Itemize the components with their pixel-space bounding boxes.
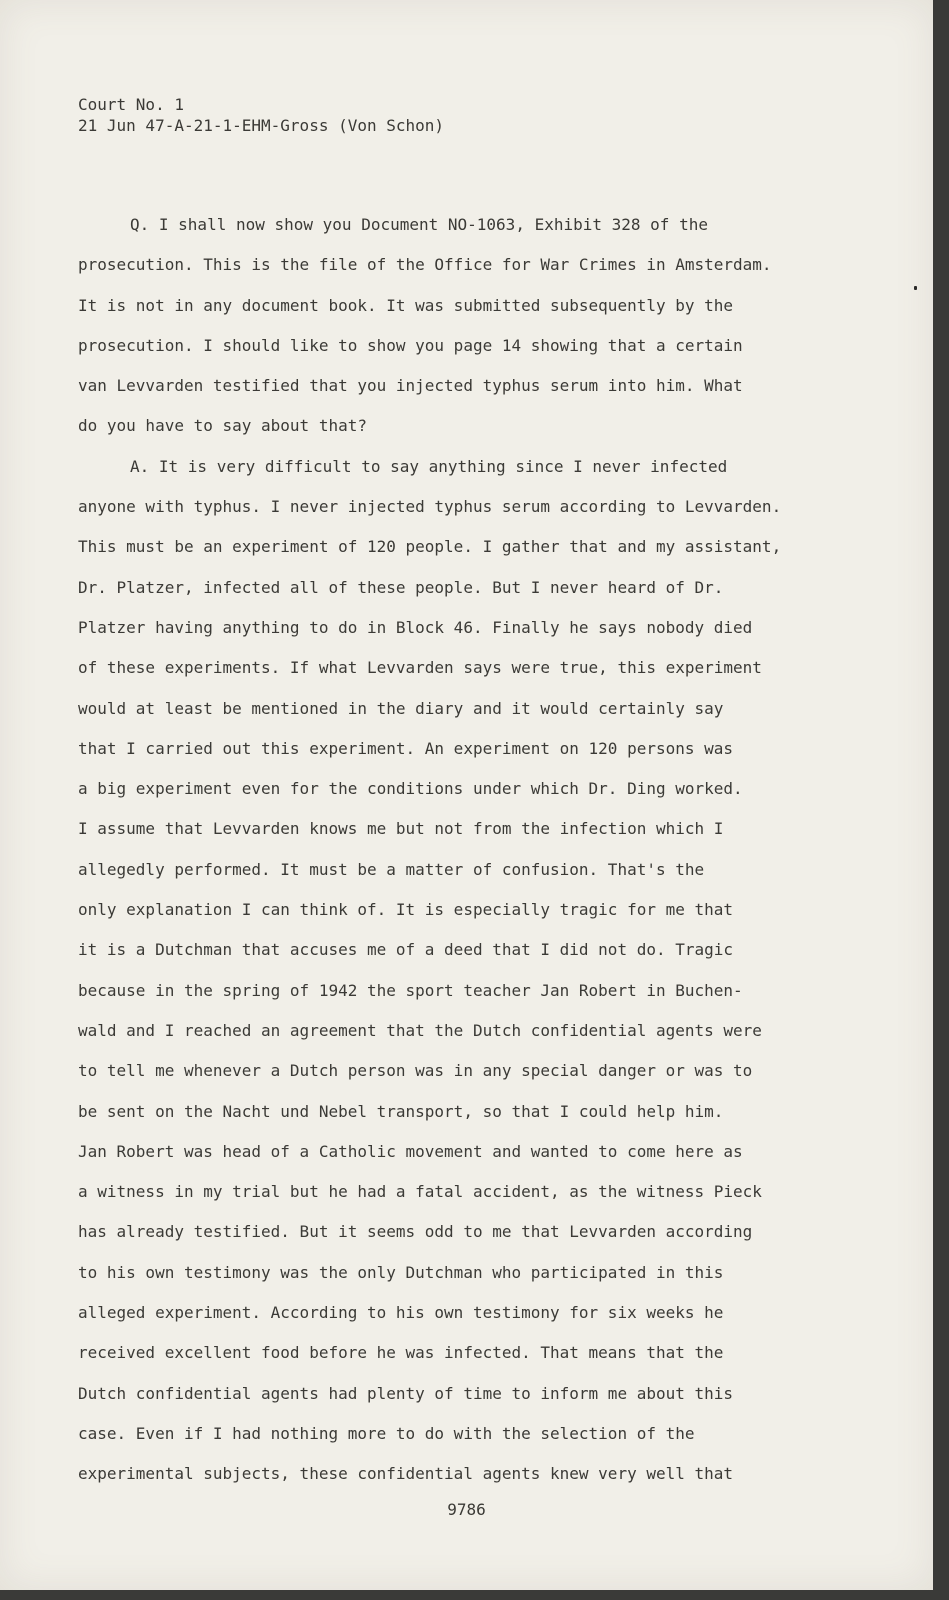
transcript-line: case. Even if I had nothing more to do with the selection of the bbox=[78, 1423, 695, 1443]
margin-mark bbox=[914, 286, 917, 290]
transcript-line: van Levvarden testified that you injected typhus serum into him. What bbox=[78, 376, 743, 396]
transcript-line: prosecution. This is the file of the Office for War Crimes in Amsterdam. bbox=[78, 255, 772, 275]
transcript-line: alleged experiment. According to his own testimony for six weeks he bbox=[78, 1303, 724, 1323]
transcript-line: wald and I reached an agreement that the Dutch confidential agents were bbox=[78, 1020, 762, 1040]
document-header bbox=[78, 94, 444, 136]
transcript-line: Jan Robert was head of a Catholic movement and wanted to come here as bbox=[78, 1141, 743, 1161]
transcript-line: allegedly performed. It must be a matter of confusion. That's the bbox=[78, 859, 705, 879]
transcript-line: It is not in any document book. It was submitted subsequently by the bbox=[78, 295, 734, 315]
transcript-line: Dutch confidential agents had plenty of time to inform me about this bbox=[78, 1383, 734, 1403]
court-number: Court No. 1 bbox=[78, 95, 184, 114]
transcript-body bbox=[78, 212, 858, 1502]
transcript-line: anyone with typhus. I never injected typhus serum according to Levvarden. bbox=[78, 497, 782, 517]
transcript-line: This must be an experiment of 120 people. I gather that and my assistant, bbox=[78, 537, 782, 557]
transcript-line: a witness in my trial but he had a fatal accident, as the witness Pieck bbox=[78, 1182, 762, 1202]
transcript-line: prosecution. I should like to show you page 14 showing that a certain bbox=[78, 335, 743, 355]
transcript-line: to tell me whenever a Dutch person was in any special danger or was to bbox=[78, 1061, 753, 1081]
transcript-line: experimental subjects, these confidential agents knew very well that bbox=[78, 1464, 734, 1484]
transcript-line: Q. I shall now show you Document NO-1063, Exhibit 328 of the bbox=[130, 215, 708, 234]
transcript-line: to his own testimony was the only Dutchman who participated in this bbox=[78, 1262, 724, 1282]
transcript-line: of these experiments. If what Levvarden says were true, this experiment bbox=[78, 658, 762, 678]
transcript-line: has already testified. But it seems odd to me that Levvarden according bbox=[78, 1222, 753, 1242]
transcript-line: do you have to say about that? bbox=[78, 416, 367, 436]
transcript-line: it is a Dutchman that accuses me of a deed that I did not do. Tragic bbox=[78, 940, 734, 960]
transcript-line: a big experiment even for the conditions under which Dr. Ding worked. bbox=[78, 779, 743, 799]
transcript-line: I assume that Levvarden knows me but not from the infection which I bbox=[78, 819, 724, 839]
transcript-line: because in the spring of 1942 the sport teacher Jan Robert in Buchen- bbox=[78, 980, 743, 1000]
transcript-line: be sent on the Nacht und Nebel transport, so that I could help him. bbox=[78, 1101, 724, 1121]
page-number: 9786 bbox=[447, 1500, 486, 1519]
session-reference: 21 Jun 47-A-21-1-EHM-Gross (Von Schon) bbox=[78, 116, 445, 135]
transcript-line: A. It is very difficult to say anything since I never infected bbox=[130, 456, 728, 476]
transcript-line: Platzer having anything to do in Block 46. Finally he says nobody died bbox=[78, 617, 753, 637]
transcript-line: Dr. Platzer, infected all of these people. But I never heard of Dr. bbox=[78, 577, 724, 597]
transcript-line: only explanation I can think of. It is especially tragic for me that bbox=[78, 900, 734, 920]
transcript-line: that I carried out this experiment. An experiment on 120 persons was bbox=[78, 738, 734, 758]
transcript-line: received excellent food before he was infected. That means that the bbox=[78, 1343, 724, 1363]
transcript-line: would at least be mentioned in the diary and it would certainly say bbox=[78, 698, 724, 718]
